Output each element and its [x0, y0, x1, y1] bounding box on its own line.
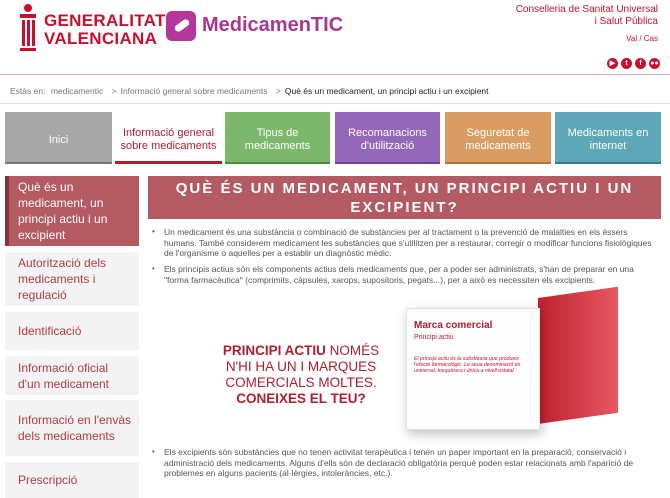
generalitat-logo[interactable] — [18, 4, 166, 52]
box-sub-label: Principi actiu — [414, 334, 454, 341]
generalitat-emblem-icon — [18, 4, 38, 52]
breadcrumb-item-home[interactable]: medicamentic — [50, 86, 104, 96]
twitter-icon[interactable]: t — [621, 58, 632, 69]
pill-icon — [166, 11, 196, 41]
sidebar-item-identificacio[interactable]: Identificació — [5, 312, 139, 350]
sidebar-item-envas[interactable]: Informació en l'envàs dels medicaments — [5, 400, 139, 456]
tab-seguretat[interactable]: Seguretat de medicaments — [445, 112, 551, 164]
breadcrumb-item-info[interactable]: Informació general sobre medicaments — [120, 86, 268, 96]
header-divider — [0, 74, 670, 75]
tab-informacio-general[interactable]: Informació general sobre medicaments — [115, 112, 222, 164]
main-nav — [5, 112, 661, 164]
promo-slogan: PRINCIPI ACTIU NOMÉS N'HI HA UN I MARQUES COMERCIALS MOLTES. CONEIXES EL TEU? — [222, 343, 380, 406]
breadcrumb-divider — [0, 103, 670, 104]
medicine-box-illustration — [402, 298, 642, 436]
flickr-icon[interactable]: ●● — [650, 60, 659, 67]
conselleria-link[interactable]: Conselleria de Sanitat Universal i Salut Pública — [515, 4, 658, 27]
app-name: MedicamenTIC — [202, 14, 344, 36]
facebook-icon[interactable]: f — [635, 58, 646, 69]
language-switch[interactable]: Val / Cas — [626, 34, 658, 43]
box-description: El principi actiu és la substància que produeix l'efecte farmacològic. La seua denominació és universal, inequívoca i única a nivell estatal. — [414, 356, 521, 374]
tab-recomanacions[interactable]: Recomanacions d'utilització — [335, 112, 440, 164]
tab-medicaments-internet[interactable]: Medicaments en internet — [555, 112, 661, 164]
breadcrumb: Estàs en: medicamentic > Informació general sobre medicaments > Què és un medicament, un principi actiu i un excipient — [10, 86, 489, 96]
breadcrumb-item-current: Què és un medicament, un principi actiu i un excipient — [284, 86, 489, 96]
tab-inici[interactable]: Inici — [5, 112, 112, 164]
page-title: QUÈ ÉS UN MEDICAMENT, UN PRINCIPI ACTIU I UN EXCIPIENT? — [148, 176, 661, 219]
tab-tipus-medicaments[interactable]: Tipus de medicaments — [225, 112, 330, 164]
paragraph-excipients: • Els excipients són substàncies que no tenen activitat terapèutica i tenen un paper important en la preparació, conservació i administració dels medicaments. Alguns d'ells són de declaració obligatòria perquè poden estar relacionats amb l'aparició de problemes en alguns pacients (al·lèrgies, intoleràncies, etc.). — [152, 447, 634, 479]
box-brand-label: Marca comercial — [414, 320, 493, 331]
sidebar-item-prescripcio[interactable]: Prescripció — [5, 462, 139, 498]
generalitat-name: GENERALITAT VALENCIANA — [44, 11, 166, 48]
paragraph-principis-actius: • Els principis actius són els components actius dels medicaments que, per a poder ser administrats, s'han de preparar en una "forma farmacèutica" (comprimits, càpsules, xarops, supositoris, pegats...), per a això es necessiten els excipients. — [152, 264, 634, 285]
youtube-icon[interactable]: ▶ — [607, 58, 618, 69]
sidebar-item-que-es[interactable]: Què és un medicament, un principi actiu i un excipient — [5, 176, 139, 246]
sidebar-item-autoritzacio[interactable]: Autorització dels medicaments i regulació — [5, 252, 139, 306]
sidebar-item-informacio-oficial[interactable]: Informació oficial d'un medicament — [5, 356, 139, 395]
paragraph-medicament: • Un medicament és una substància o combinació de substàncies per al tractament o la prevenció de malalties en els éssers humans. També considerem medicament les substàncies que s'utilitzen per a restaurar, corregir o modificar funcions fisiològiques de l'organisme o aquelles per a establir un diagnòstic mèdic. — [152, 227, 652, 259]
social-links — [607, 58, 660, 69]
